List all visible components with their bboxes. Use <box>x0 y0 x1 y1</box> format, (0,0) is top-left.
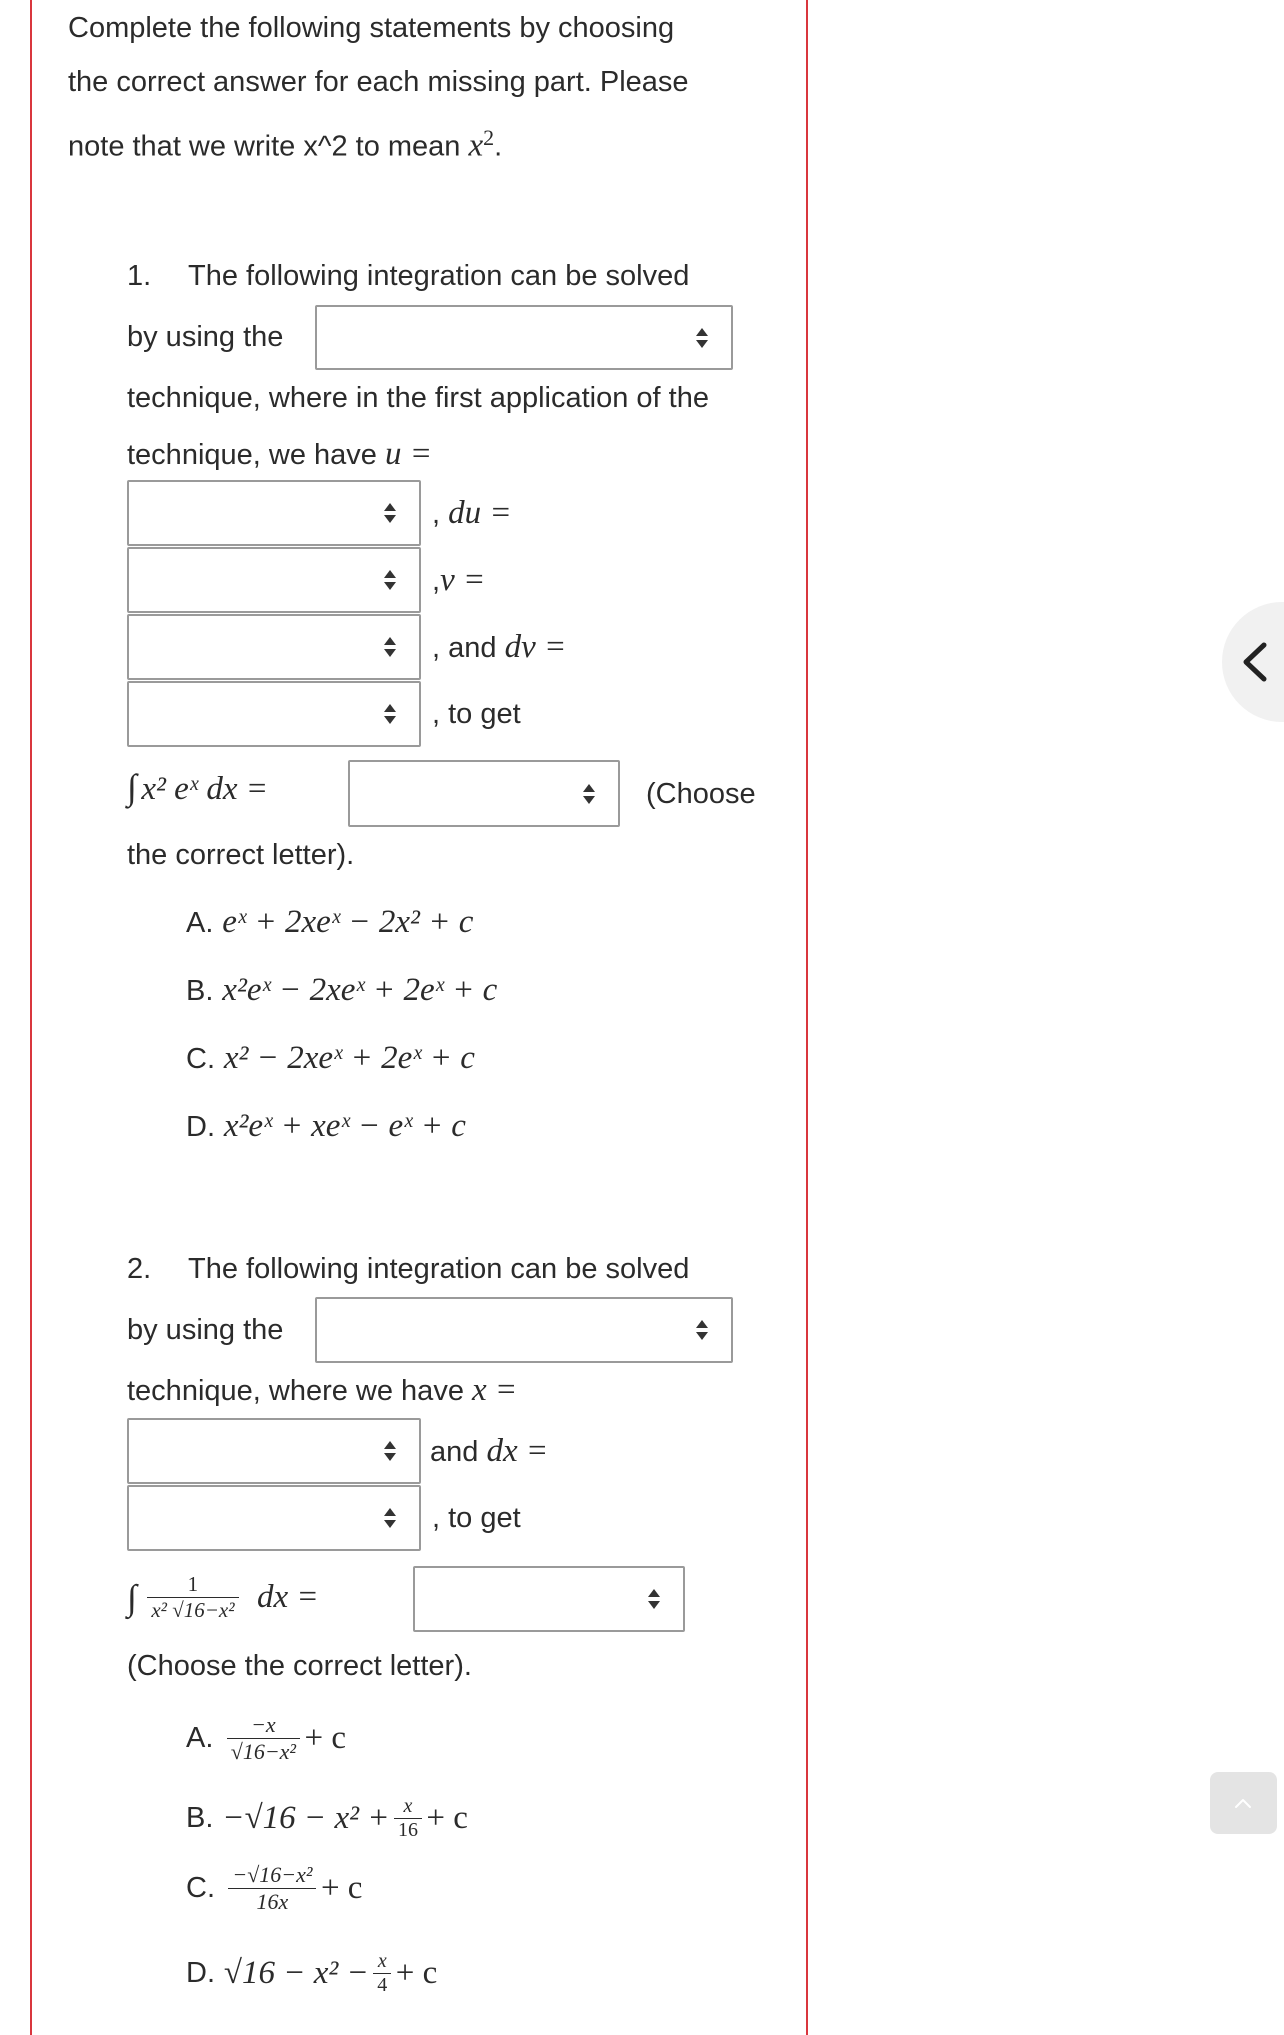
q1-line-1: The following integration can be solved <box>188 260 690 292</box>
q2-to-get: , to get <box>432 1502 521 1534</box>
chevron-up-icon <box>1234 1796 1252 1814</box>
q1-integral: ∫ x² eˣ dx = <box>127 767 268 807</box>
q2-technique-select[interactable] <box>315 1297 733 1363</box>
q1-answer-select[interactable] <box>348 760 620 827</box>
q2-option-b: B. −√16 − x² + $\frac{x}{16}$ + c <box>186 1795 468 1841</box>
q2-answer-select[interactable] <box>413 1566 685 1632</box>
q1-option-a: A. eˣ + 2xeˣ − 2x² + c <box>186 904 474 940</box>
q2-option-c: C. $\frac{\text{−√16−x²}}{16x}$ + c <box>186 1862 363 1914</box>
q2-by-using: by using the <box>127 1314 284 1346</box>
q1-dv-label: , and dv = <box>432 629 567 665</box>
q2-line-3: technique, where we have x = <box>127 1372 518 1408</box>
q2-choose: (Choose the correct letter). <box>127 1650 472 1682</box>
q2-number: 2. <box>127 1253 152 1285</box>
up-down-caret-icon <box>695 326 709 350</box>
chevron-left-icon <box>1240 642 1268 687</box>
q1-line-3: technique, where in the first application of the <box>127 382 709 414</box>
q2-integral: ∫ $\frac{1}{\text{x² √16−x²}}$ dx = <box>127 1572 319 1622</box>
q1-v-select[interactable] <box>127 614 421 680</box>
q1-v-label: ,v = <box>432 562 486 598</box>
q1-option-c: C. x² − 2xeˣ + 2eˣ + c <box>186 1040 475 1076</box>
q2-x-select[interactable] <box>127 1418 421 1484</box>
intro-line-2: the correct answer for each missing part. Please <box>68 66 689 98</box>
q1-option-b: B. x²eˣ − 2xeˣ + 2eˣ + c <box>186 972 498 1008</box>
up-down-caret-icon <box>647 1587 661 1611</box>
up-down-caret-icon <box>383 1439 397 1463</box>
q2-dx-select[interactable] <box>127 1485 421 1551</box>
intro-line-3: note that we write x^2 to mean $x^2$. <box>68 125 503 164</box>
up-down-caret-icon <box>383 568 397 592</box>
up-down-caret-icon <box>582 782 596 806</box>
intro-line-1: Complete the following statements by choosing <box>68 12 675 44</box>
up-down-caret-icon <box>383 635 397 659</box>
q1-choose: (Choose <box>646 778 756 810</box>
q2-option-d: D. √16 − x² − $\frac{x}{4}$ + c <box>186 1950 438 1996</box>
q1-to-get: , to get <box>432 698 521 730</box>
q1-line-4: technique, we have u = <box>127 436 432 472</box>
up-down-caret-icon <box>695 1318 709 1342</box>
q1-du-select[interactable] <box>127 547 421 613</box>
q1-technique-select[interactable] <box>315 305 733 370</box>
q1-dv-select[interactable] <box>127 681 421 747</box>
up-down-caret-icon <box>383 702 397 726</box>
scroll-to-top-button[interactable] <box>1210 1772 1277 1834</box>
side-panel-toggle[interactable] <box>1222 602 1284 722</box>
q2-line-1: The following integration can be solved <box>188 1253 690 1285</box>
q1-option-d: D. x²eˣ + xeˣ − eˣ + c <box>186 1108 466 1144</box>
q1-by-using: by using the <box>127 321 284 353</box>
q1-number: 1. <box>127 260 152 292</box>
up-down-caret-icon <box>383 1506 397 1530</box>
q2-option-a: A. $\frac{-x}{\text{√16−x²}}$ + c <box>186 1712 346 1764</box>
q1-choose-cont: the correct letter). <box>127 839 355 871</box>
q1-du-label: , du = <box>432 495 512 531</box>
q1-u-select[interactable] <box>127 480 421 546</box>
q2-dx-label: and dx = <box>430 1433 549 1469</box>
up-down-caret-icon <box>383 501 397 525</box>
